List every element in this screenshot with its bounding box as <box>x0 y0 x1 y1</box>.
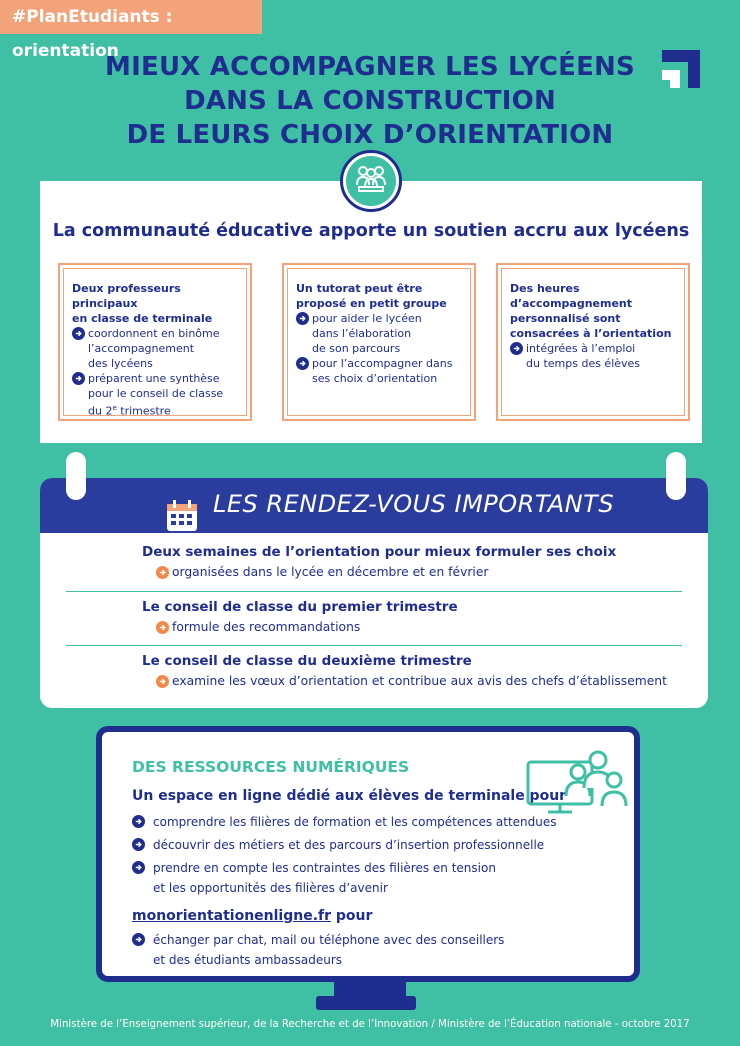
resources-item-text: comprendre les filières de formation et les compétences attendues <box>153 815 557 829</box>
resources-item-text: et des étudiants ambassadeurs <box>153 953 343 967</box>
rendezvous-item <box>142 599 682 634</box>
resources-link-line <box>132 908 372 924</box>
rendezvous-item-detail <box>156 620 682 634</box>
card-title-line: Des heures <box>510 282 580 295</box>
card-bullet <box>296 356 462 386</box>
monitor-stand-base <box>316 996 416 1010</box>
card-tutorat <box>282 263 476 421</box>
rendezvous-item-detail <box>156 565 682 579</box>
title-line-3: DE LEURS CHOIX D’ORIENTATION <box>126 120 614 150</box>
rendezvous-item-title: Le conseil de classe du deuxième trimestre <box>142 653 472 669</box>
bullet-text: des lycéens <box>88 357 153 370</box>
bullet-text-part: trimestre <box>116 404 171 418</box>
monorientation-link[interactable]: monorientationenligne.fr <box>132 908 332 924</box>
card-bullet <box>72 326 238 371</box>
detail-text: organisées dans le lycée en décembre et en février <box>172 565 489 579</box>
binder-ring-right <box>666 452 686 500</box>
rendezvous-item-title: Deux semaines de l’orientation pour mieux formuler ses choix <box>142 544 617 560</box>
title-line-2: DANS LA CONSTRUCTION <box>184 86 556 116</box>
bullet-text: pour l’accompagner dans <box>312 357 453 370</box>
arrow-right-icon <box>156 566 169 579</box>
bullet-text: pour aider le lycéen <box>312 312 422 325</box>
resources-item-text: découvrir des métiers et des parcours d’insertion professionnelle <box>153 838 545 852</box>
resources-item <box>132 858 622 898</box>
card-title <box>510 281 676 341</box>
bullet-text: l’accompagnement <box>88 342 195 355</box>
hashtag-banner: #PlanEtudiants : orientation <box>0 0 262 34</box>
card-bullet <box>510 341 676 371</box>
rendezvous-item-title: Le conseil de classe du premier trimestre <box>142 599 458 615</box>
rendezvous-item-detail <box>156 674 682 688</box>
card-professeurs <box>58 263 252 421</box>
resources-item <box>132 930 622 970</box>
card-title-line: consacrées à l’orientation <box>510 327 672 340</box>
arrow-right-icon <box>156 675 169 688</box>
rendezvous-title: LES RENDEZ-VOUS IMPORTANTS <box>213 490 615 518</box>
bullet-text: intégrées à l’emploi <box>526 342 636 355</box>
community-panel <box>40 181 702 443</box>
rendezvous-header <box>40 478 708 533</box>
card-title <box>296 281 462 311</box>
bullet-text: pour le conseil de classe <box>88 387 224 400</box>
arrow-right-icon <box>296 357 309 370</box>
binder-ring-left <box>66 452 86 500</box>
card-title-line: Un tutorat peut être <box>296 282 423 295</box>
detail-text: examine les vœux d’orientation et contribue aux avis des chefs d’établissement <box>172 674 667 688</box>
bullet-text <box>88 401 223 419</box>
arrow-right-icon <box>132 815 145 828</box>
arrow-right-icon <box>132 838 145 851</box>
card-title <box>72 281 238 326</box>
resources-list <box>132 812 622 901</box>
resources-item <box>132 812 622 832</box>
footer-credit: Ministère de l’Enseignement supérieur, de la Recherche et de l’Innovation / Ministère de l’Éducation nationale - octobre 2017 <box>50 1019 690 1030</box>
resources-item-text: échanger par chat, mail ou téléphone avec des conseillers <box>153 933 505 947</box>
rendezvous-panel <box>40 478 708 708</box>
card-bullet <box>296 311 462 356</box>
resources-subtitle: Un espace en ligne dédié aux élèves de terminale pour <box>132 788 567 804</box>
page-title <box>60 50 680 152</box>
arrow-right-icon <box>132 861 145 874</box>
community-heading: La communauté éducative apporte un soutien accru aux lycéens <box>52 221 690 241</box>
card-title-line: Deux professeurs principaux <box>72 282 181 310</box>
rendezvous-item <box>142 653 682 688</box>
corner-bracket-icon <box>656 44 706 94</box>
arrow-right-icon <box>72 327 85 340</box>
card-title-line: d’accompagnement <box>510 297 633 310</box>
resources-item-text: et les opportunités des filières d’avenir <box>153 881 388 895</box>
people-meeting-icon <box>340 150 402 212</box>
arrow-right-icon <box>296 312 309 325</box>
calendar-icon <box>164 498 200 534</box>
resources-item-text: prendre en compte les contraintes des filières en tension <box>153 861 496 875</box>
arrow-right-icon <box>72 372 85 385</box>
bullet-text: coordonnent en binôme <box>88 327 220 340</box>
card-title-line: en classe de terminale <box>72 312 213 325</box>
screen-people-icon <box>526 746 630 816</box>
card-heures <box>496 263 690 421</box>
arrow-right-icon <box>510 342 523 355</box>
bullet-text: dans l’élaboration <box>312 327 412 340</box>
card-bullet <box>72 371 238 419</box>
separator <box>66 591 682 592</box>
rendezvous-item <box>142 544 682 579</box>
separator <box>66 645 682 646</box>
bullet-text: de son parcours <box>312 342 401 355</box>
bullet-text: du temps des élèves <box>526 357 641 370</box>
resources-title: DES RESSOURCES NUMÉRIQUES <box>132 758 410 776</box>
bullet-text-part: du 2 <box>88 404 113 418</box>
superscript: e <box>112 404 117 412</box>
arrow-right-icon <box>156 621 169 634</box>
resources-item <box>132 835 622 855</box>
title-line-1: MIEUX ACCOMPAGNER LES LYCÉENS <box>105 52 635 82</box>
detail-text: formule des recommandations <box>172 620 361 634</box>
resources-monitor <box>96 726 640 982</box>
bullet-text: ses choix d’orientation <box>312 372 438 385</box>
card-title-line: proposé en petit groupe <box>296 297 447 310</box>
arrow-right-icon <box>132 933 145 946</box>
card-title-line: personnalisé sont <box>510 312 621 325</box>
link-suffix: pour <box>331 908 373 924</box>
bullet-text: préparent une synthèse <box>88 372 220 385</box>
resources-link-list <box>132 930 622 970</box>
